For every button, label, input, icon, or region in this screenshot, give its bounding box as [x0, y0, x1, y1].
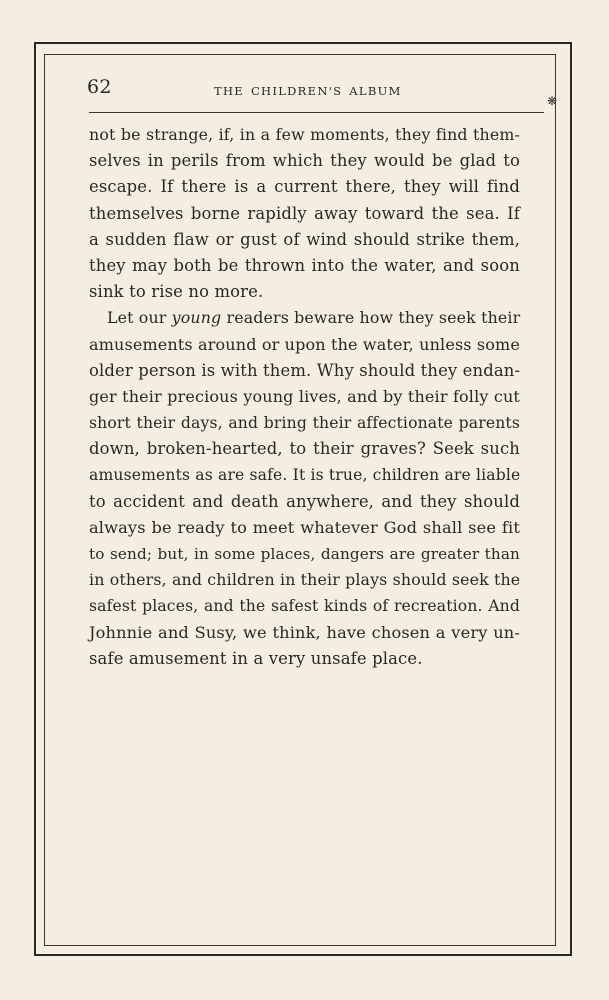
paragraph-2	[89, 305, 520, 672]
text-line: a sudden flaw or gust of wind should strike them,	[89, 229, 520, 249]
text-line: themselves borne rapidly away toward the sea. If	[89, 203, 520, 223]
text-line: to accident and death anywhere, and they should	[89, 491, 520, 511]
text-line: down, broken-hearted, to their graves? Seek such	[89, 439, 520, 459]
text-line: always be ready to meet whatever God shall see fit	[89, 517, 520, 537]
text-line: safe amusement in a very unsafe place.	[89, 648, 423, 668]
text-line: short their days, and bring their affectionate parents	[89, 414, 520, 433]
text-line: escape. If there is a current there, they will find	[89, 177, 520, 197]
text-line: safest places, and the safest kinds of recreation. And	[89, 597, 520, 616]
running-head: THE CHILDREN'S ALBUM	[214, 84, 402, 98]
text-line: in others, and children in their plays should seek the	[89, 570, 521, 590]
italic-word: young	[171, 308, 222, 328]
text-line: amusements as are safe. It is true, children are liable	[89, 466, 521, 485]
page-number: 62	[87, 76, 112, 98]
text-line: selves in perils from which they would be glad to	[89, 151, 520, 171]
text-line: they may both be thrown into the water, and soon	[89, 255, 520, 275]
text-line: not be strange, if, in a few moments, they find them-	[89, 125, 520, 144]
paragraph-1	[89, 122, 520, 305]
text-segment: readers beware how they seek their	[221, 308, 521, 328]
page-header	[87, 76, 547, 106]
ornament-mark: ❋	[547, 94, 558, 108]
header-rule	[89, 112, 544, 113]
text-line: older person is with them. Why should they endan-	[89, 360, 521, 380]
body-text	[89, 122, 520, 672]
text-line-first	[89, 305, 520, 331]
text-line: to send; but, in some places, dangers are greater than	[89, 545, 520, 563]
text-segment: Let our	[107, 308, 172, 328]
text-line: amusements around or upon the water, unless some	[89, 334, 520, 354]
text-line: ger their precious young lives, and by their folly cut	[89, 386, 520, 406]
text-line: Johnnie and Susy, we think, have chosen a very un-	[89, 622, 520, 642]
text-line: sink to rise no more.	[89, 282, 264, 302]
